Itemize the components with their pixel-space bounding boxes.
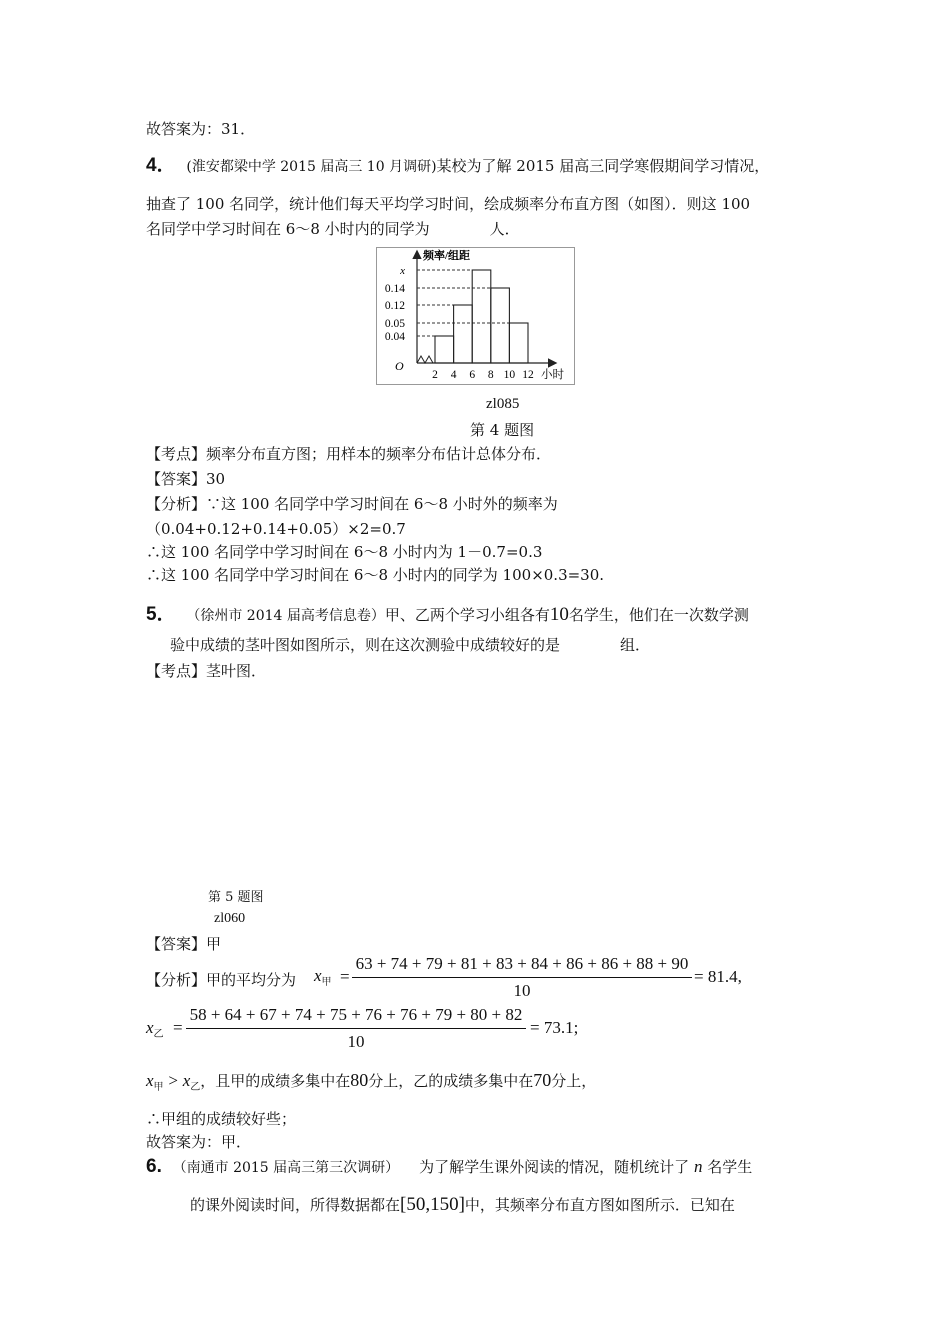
q4-text-1: 某校为了解 2015 届高三同学寒假期间学习情况， <box>436 157 770 175</box>
q4-answer: 【答案】30 <box>146 470 226 488</box>
q4-line-3 <box>146 218 520 239</box>
x-var: x <box>182 1071 191 1090</box>
q5-cmp-b: 分上，乙的成绩多集中在 <box>368 1072 534 1090</box>
x-var: x <box>314 966 322 985</box>
q4-analysis-4: ∴这 100 名同学中学习时间在 6～8 小时内的同学为 100×0.3=30. <box>146 566 605 584</box>
q5-text-1c: 名学生，他们在一次数学测 <box>568 606 749 624</box>
prev-answer-line: 故答案为：31． <box>146 120 256 138</box>
q4-text-3a: 名同学中学习时间在 6～8 小时内的同学为 <box>146 220 430 238</box>
q6-number: 6. <box>146 1156 162 1177</box>
q5-cmp-a: ，且甲的成绩多集中在 <box>200 1072 351 1090</box>
q5-text-1a: 甲、乙两个学习小组各有 <box>384 606 550 624</box>
q6-interval: [50,150] <box>400 1194 465 1215</box>
sub-yi: 乙 <box>153 1029 164 1040</box>
q4-text-2: 抽查了 100 名同学，统计他们每天平均学习时间，绘成频率分布直方图（如图）．则这 100 <box>146 195 751 213</box>
q5-count: 10 <box>549 604 569 625</box>
q5-answer: 【答案】甲 <box>146 935 222 953</box>
x-var: x <box>146 1071 154 1090</box>
y-tick-label: 0.12 <box>384 300 405 312</box>
q5-line-2 <box>170 634 650 655</box>
histogram-chart <box>376 247 575 385</box>
y-axis-label: 频率/组距 <box>423 250 471 262</box>
x-tick-label: 2 <box>432 369 438 381</box>
q5-text-2b: 组． <box>620 636 651 654</box>
q6-text-1b: 名学生 <box>707 1158 753 1176</box>
histogram-bar <box>491 288 510 363</box>
q4-figure-code: zl085 <box>486 396 520 412</box>
x-tick-label: 6 <box>469 369 476 381</box>
q4-figure-caption: 第 4 题图 <box>470 421 535 439</box>
histogram-bar <box>435 336 454 363</box>
q4-kaodian: 【考点】频率分布直方图；用样本的频率分布估计总体分布． <box>146 445 552 463</box>
q5-figure-code: zl060 <box>214 911 246 926</box>
y-tick-label: 0.04 <box>384 331 405 343</box>
x-tick-label: 4 <box>450 369 457 381</box>
y-tick-label: 0.14 <box>384 283 405 295</box>
q6-text-1a: 为了解学生课外阅读的情况，随机统计了 <box>419 1158 690 1176</box>
denominator-jia: 10 <box>513 981 531 1000</box>
q4-line-1 <box>146 150 769 177</box>
q4-analysis-2: （0.04+0.12+0.14+0.05）×2=0.7 <box>146 520 406 538</box>
fraction-bar <box>352 977 692 978</box>
y-tick-label: 0.05 <box>384 318 405 330</box>
x-tick-label: 8 <box>487 369 494 381</box>
q6-text-2a: 的课外阅读时间，所得数据都在 <box>190 1196 401 1214</box>
denominator-yi: 10 <box>347 1032 365 1051</box>
histogram-svg <box>377 248 574 384</box>
q4-text-3b: 人． <box>489 220 520 238</box>
gt-sign: > <box>168 1071 178 1090</box>
x-axis-label: 小时 <box>541 369 564 381</box>
q4-analysis-1: 【分析】∵这 100 名同学中学习时间在 6～8 小时外的频率为 <box>146 495 558 513</box>
q6-source: （南通市 2015 届高三第三次调研） <box>172 1160 400 1176</box>
histogram-bar <box>472 270 491 363</box>
q5-number: 5． <box>146 604 176 625</box>
q5-cmp-c: 分上， <box>551 1072 597 1090</box>
sub-jia: 甲 <box>153 1082 164 1093</box>
sub-yi: 乙 <box>190 1082 201 1093</box>
x-tick-label: 12 <box>522 369 534 381</box>
x-bar-jia <box>314 966 332 988</box>
sub-jia: 甲 <box>321 977 332 988</box>
eq-sign: = <box>173 1018 183 1037</box>
q6-line-1 <box>146 1156 752 1178</box>
origin-label: O <box>395 359 404 373</box>
q4-source: (淮安都梁中学 2015 届高三 10 月调研) <box>186 159 437 175</box>
q5-line-1 <box>146 599 749 626</box>
q6-line-2 <box>190 1194 735 1216</box>
n-var: n <box>693 1157 703 1176</box>
fraction-bar <box>186 1028 526 1029</box>
histogram-bar <box>509 323 528 363</box>
score-80: 80 <box>350 1070 369 1090</box>
fraction-yi <box>186 1005 526 1052</box>
q5-text-2a: 验中成绩的茎叶图如图所示，则在这次测验中成绩较好的是 <box>170 636 561 654</box>
q4-analysis-3: ∴这 100 名同学中学习时间在 6～8 小时内为 1－0.7=0.3 <box>146 543 543 561</box>
axis-break <box>417 356 433 363</box>
q5-figure-caption: 第 5 题图 <box>208 890 264 905</box>
q6-text-2b: 中，其频率分布直方图如图所示．已知在 <box>464 1196 735 1214</box>
q5-final-answer: 故答案为：甲． <box>146 1133 252 1151</box>
q5-compare-line <box>146 1070 596 1093</box>
q5-analysis-prefix: 【分析】甲的平均分为 <box>146 971 297 989</box>
x-var: x <box>146 1018 154 1037</box>
y-tick-label: x <box>400 265 405 277</box>
eq-sign: = <box>340 967 350 986</box>
result-yi: = 73.1; <box>530 1018 579 1037</box>
fraction-jia <box>352 954 692 1001</box>
x-tick-label: 10 <box>503 369 516 381</box>
score-70: 70 <box>533 1070 552 1090</box>
q5-conclusion: ∴甲组的成绩较好些； <box>146 1110 297 1128</box>
result-jia: = 81.4, <box>694 967 742 986</box>
q4-number: 4． <box>146 155 176 176</box>
x-bar-yi <box>146 1018 164 1040</box>
q5-kaodian: 【考点】茎叶图． <box>146 662 267 680</box>
numerator-jia: 63 + 74 + 79 + 81 + 83 + 84 + 86 + 86 + 88 + 90 <box>355 954 689 973</box>
q5-source: （徐州市 2014 届高考信息卷） <box>186 608 385 624</box>
histogram-bar <box>454 305 473 363</box>
numerator-yi: 58 + 64 + 67 + 74 + 75 + 76 + 76 + 79 + 80 + 82 <box>189 1005 523 1024</box>
